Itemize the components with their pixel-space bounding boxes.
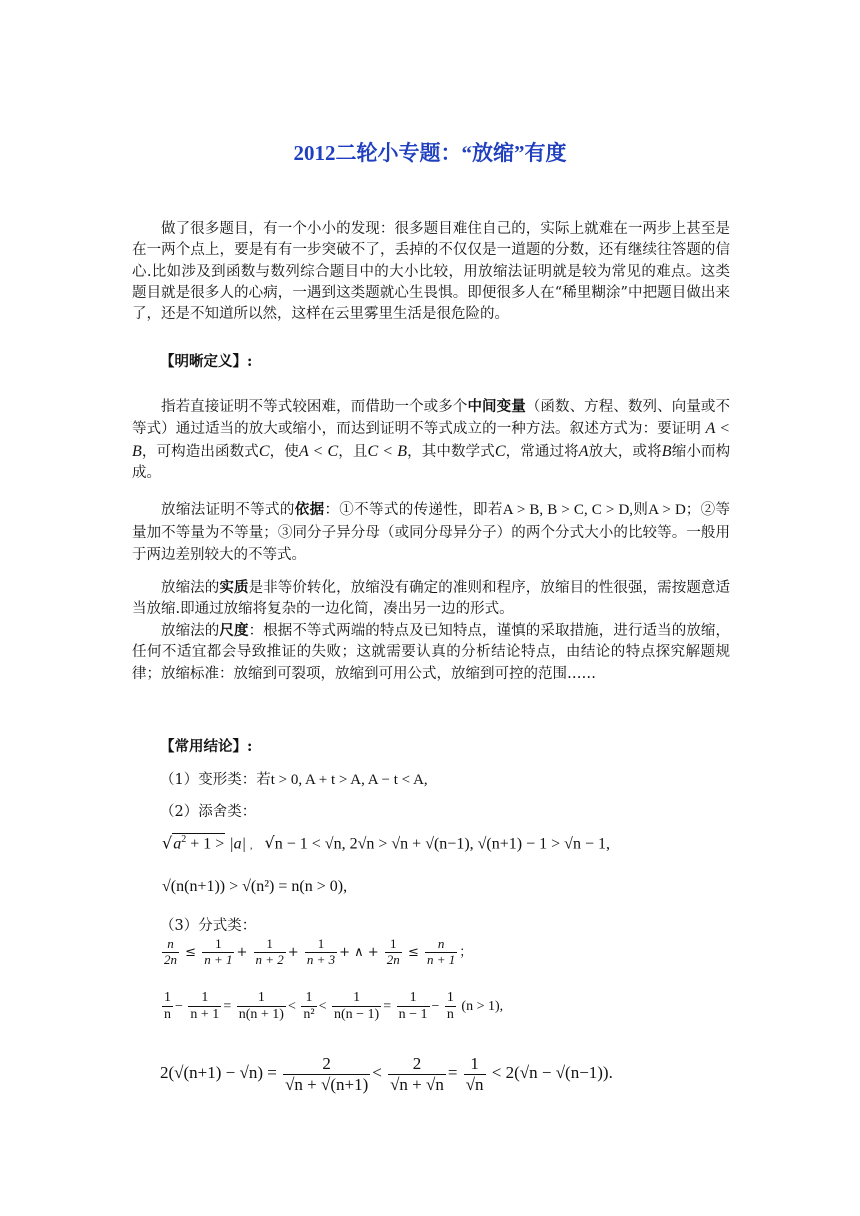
- math-inline: C < B: [367, 442, 408, 460]
- item-add-drop-formula-2: √(n(n+1)) > √(n²) = n(n > 0),: [162, 878, 348, 895]
- definition-keyword: 中间变量: [467, 398, 526, 415]
- basis-text: ：①不等式的传递性，即若: [324, 502, 503, 518]
- fraction-numerator: 2: [388, 1054, 446, 1075]
- heading-text: 】:: [232, 738, 253, 755]
- heading-keyword: 结论: [203, 738, 233, 755]
- math-inline: A < B: [132, 420, 731, 460]
- scale-paragraph: [132, 620, 730, 685]
- fraction-numerator: 1: [254, 937, 286, 953]
- item-add-drop-formula-1: $√a^2 + 1 > |a|$ , √n − 1 < √n, 2√n > √n + √(n−1), √(n+1) − 1 > √n − 1,: [162, 833, 610, 853]
- basis-paragraph: [132, 499, 730, 567]
- essence-paragraph: [132, 577, 730, 621]
- fraction-denominator: n + 1: [190, 1007, 220, 1023]
- fraction-numerator: 2: [283, 1054, 370, 1075]
- fraction-denominator: n + 3: [306, 951, 336, 967]
- fraction-denominator: n: [446, 1007, 454, 1023]
- fraction-formula-2: $\frac{1}{n}$ − $\frac{1}{n + 1}$ = $\frac{1}{n(n + 1)}$ < $\frac{1}{\text{n²}}$ < $\frac{1}{n(n - 1)}$ = $\frac{1}{n - 1}$ − $\frac{1}{n}$ (n > 1),: [164, 990, 504, 1023]
- fraction-denominator: n: [164, 1007, 171, 1023]
- basis-text: 则: [633, 502, 649, 518]
- item-label: （1）变形类：若: [160, 772, 271, 788]
- page-title: 2012二轮小专题：“放缩”有度: [293, 141, 567, 165]
- fraction-numerator: 1: [385, 937, 402, 953]
- fraction-denominator: 2n: [386, 951, 400, 967]
- definition-text: ，可构造出函数式: [141, 443, 259, 460]
- fraction-numerator: 1: [397, 990, 430, 1007]
- fraction-numerator: 1: [464, 1054, 486, 1075]
- essence-text: 放缩法的: [161, 580, 220, 596]
- fraction-numerator: n: [162, 937, 179, 953]
- definition-text: ，且: [338, 443, 368, 460]
- fraction-numerator: 1: [237, 990, 286, 1007]
- fraction-denominator: n + 2: [255, 951, 284, 967]
- fraction-numerator: n: [425, 937, 457, 953]
- fraction-denominator: n(n − 1): [333, 1007, 380, 1023]
- fraction-numerator: 1: [332, 990, 381, 1007]
- fraction-numerator: 1: [202, 937, 234, 953]
- definition-text: 放大，或将: [588, 443, 662, 460]
- fraction-numerator: 1: [162, 990, 173, 1007]
- section-definition-heading: 【明晰定义】:: [160, 353, 253, 370]
- fraction-denominator: √n + √n: [390, 1074, 444, 1094]
- basis-keyword: 依据: [294, 501, 325, 518]
- fraction-numerator: 1: [301, 990, 316, 1007]
- basis-text: ；②等量加不等量为不等量；③同分子异分母（或同分母异分子）的两个分式大小的比较等。一般用于两边差别较大的不等式。: [132, 502, 731, 563]
- definition-text: （函数、方程、数列、向量或不等式）通过适当的放大或缩小，而达到证明不等式成立的一种方法。叙述方式为：要证明: [132, 399, 731, 438]
- fraction-denominator: √n + √(n+1): [285, 1074, 369, 1094]
- fraction-numerator: 1: [188, 990, 221, 1007]
- math-var: a: [173, 835, 182, 853]
- math-inline: A > D: [648, 502, 686, 518]
- item-add-drop-label: （2）添舍类：: [160, 804, 257, 820]
- math-inline: |a|: [229, 835, 247, 853]
- math-inline: B: [661, 442, 672, 460]
- section-conclusions-heading: [160, 735, 252, 756]
- math-inline: C: [494, 442, 506, 460]
- fraction-numerator: 1: [445, 990, 456, 1007]
- definition-text: ，其中数学式: [407, 443, 495, 460]
- heading-text: 【常用: [160, 738, 204, 755]
- definition-paragraph: [132, 396, 730, 484]
- math-inline: < 2(√n − √(n−1)).: [491, 1062, 613, 1082]
- definition-text: 缩小而构成。: [132, 443, 731, 481]
- math-inline: A: [578, 442, 589, 460]
- fraction-denominator: n(n + 1): [238, 1007, 284, 1023]
- fraction-denominator: n + 1: [204, 951, 233, 967]
- definition-text: ，常通过将: [505, 443, 579, 460]
- fraction-denominator: n − 1: [398, 1007, 428, 1023]
- definition-text: 指若直接证明不等式较困难，而借助一个或多个: [161, 399, 468, 415]
- intro-paragraph: 做了很多题目，有一个小小的发现：很多题目难住自己的，实际上就难在一两步上甚至是在一两个点上，要是有有一步突破不了，丢掉的不仅仅是一道题的分数，还有继续往答题的信心.比如涉及到函数与数列综合题目中的大小比较，用放缩法证明就是较为常见的难点。这类题目就是很多人的心病，一遇到这类题就心生畏惧。即便很多人在“稀里糊涂”中把题目做出来了，还是不知道所以然，这样在云里雾里生活是很危险的。: [132, 221, 730, 323]
- math-inline: 2(√(n+1) − √n) =: [160, 1062, 277, 1082]
- math-inline: n − 1 < √n, 2√n > √n + √(n−1), √(n+1) − 1 > √n − 1,: [274, 835, 610, 853]
- fraction-formula-1: $\frac{n}{2n}$ ≤ $\frac{1}{n + 1}$ + $\frac{1}{n + 2}$ + $\frac{1}{n + 3}$ + ∧ + $\frac{1}{2n}$ ≤ $\frac{n}{n + 1}$ ；: [164, 936, 473, 967]
- fraction-numerator: 1: [305, 937, 337, 953]
- fraction-denominator: 2n: [164, 951, 177, 967]
- scale-text: 放缩法的: [161, 623, 220, 639]
- essence-keyword: 实质: [219, 579, 249, 596]
- item-deformation: [160, 768, 428, 789]
- condition-text: (n > 1),: [461, 998, 504, 1014]
- scale-keyword: 尺度: [219, 622, 249, 639]
- definition-text: ，使: [269, 443, 299, 460]
- fraction-denominator: √n: [465, 1074, 484, 1094]
- scale-text: ：根据不等式两端的特点及已知特点，谨慎的采取措施，进行适当的放缩，任何不适宜都会导致推证的失败；这就需要认真的分析结论特点，由结论的特点探究解题规律；放缩标准：放缩到可裂项，放缩到可用公式，放缩到可控的范围……: [132, 623, 731, 682]
- math-inline: A < C: [298, 442, 339, 460]
- fraction-denominator: n²: [303, 1007, 315, 1023]
- fraction-denominator: n + 1: [426, 951, 456, 967]
- math-inline: t > 0, A + t > A, A − t < A,: [270, 772, 428, 788]
- basis-text: 放缩法证明不等式的: [161, 502, 295, 518]
- math-inline: + 1 >: [190, 835, 225, 853]
- essence-text: 是非等价转化，放缩没有确定的准则和程序，放缩目的性很强，需按题意适当放缩.即通过放缩将复杂的一边化简，凑出另一边的形式。: [132, 580, 731, 618]
- math-inline: C: [258, 442, 270, 460]
- item-fraction-label: （3）分式类：: [160, 918, 257, 934]
- math-inline: A > B, B > C, C > D,: [502, 502, 634, 518]
- fraction-formula-3: 2(√(n+1) − √n) = $\frac{2}{√n + √(n+1)}$ < $\frac{2}{√n + √n}$ = $\frac{1}{√n}$ < 2(√n − √(n−1)).: [160, 1054, 613, 1094]
